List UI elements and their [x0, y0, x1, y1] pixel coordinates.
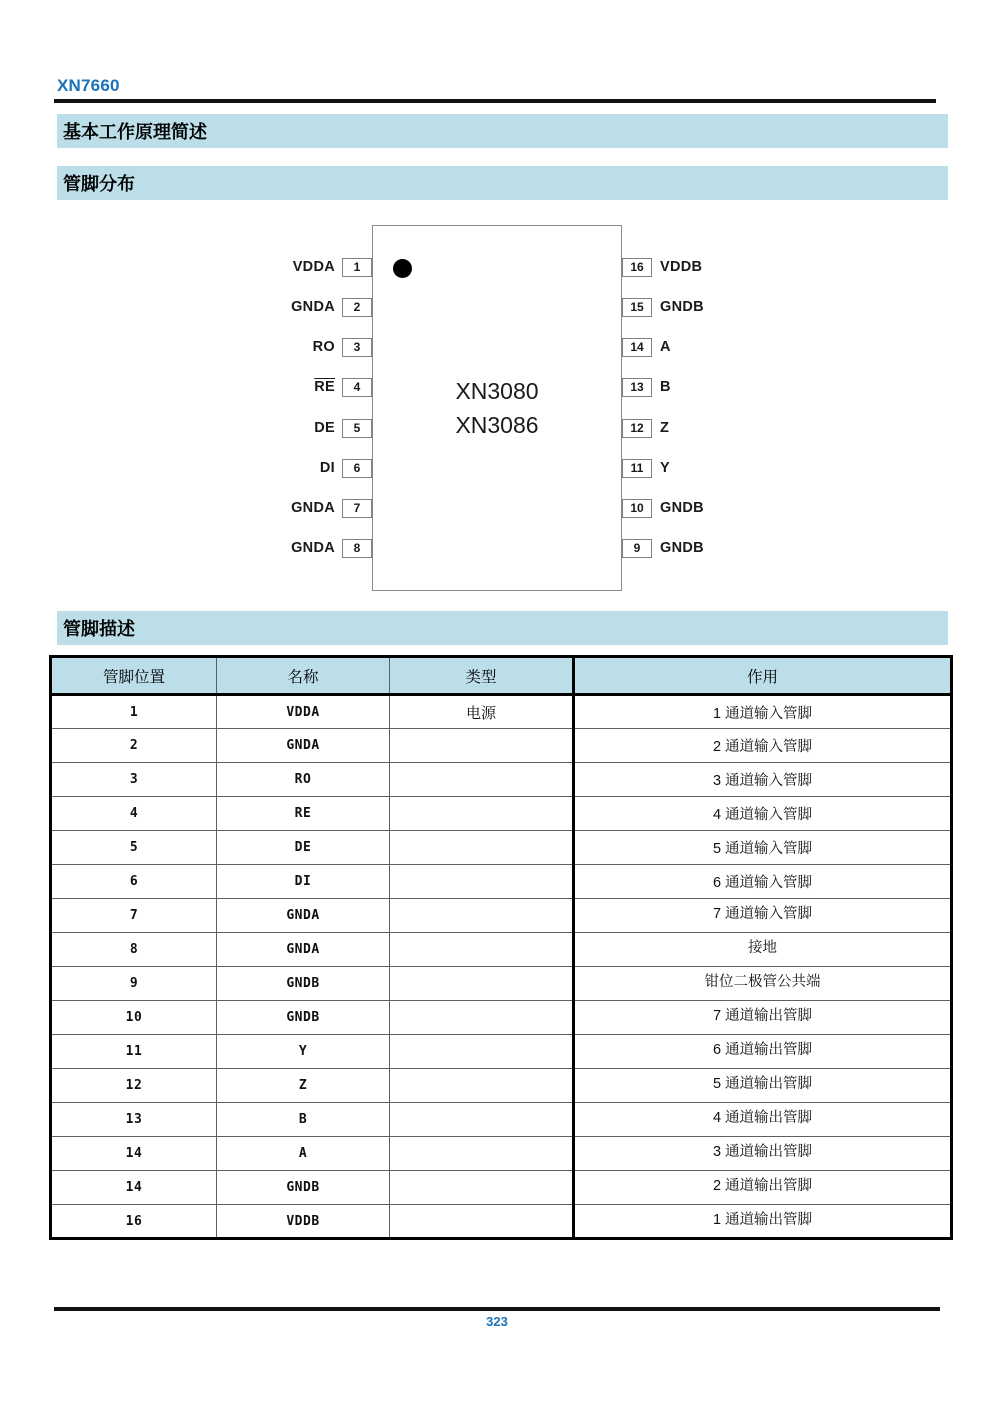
pin-function-cell: 5 通道输入管脚 — [574, 831, 952, 865]
pin-position-cell: 12 — [51, 1069, 217, 1103]
table-row — [51, 1171, 952, 1205]
pin-type-cell: 电源 — [390, 695, 574, 729]
section-heading-label: 管脚描述 — [63, 619, 135, 639]
pin-name-cell: GNDA — [217, 933, 390, 967]
pin-number-box: 3 — [342, 338, 372, 357]
pin-type-cell — [390, 1137, 574, 1171]
pin-position-cell: 11 — [51, 1035, 217, 1069]
column-header-function: 作用 — [574, 657, 952, 695]
pin-type-cell — [390, 797, 574, 831]
pin-number-box: 12 — [622, 419, 652, 438]
table-row — [51, 967, 952, 1001]
pin-name-cell: GNDA — [217, 899, 390, 933]
pin-number-box: 8 — [342, 539, 372, 558]
pin-name-cell: A — [217, 1137, 390, 1171]
pin-function-cell: 4 通道输入管脚 — [574, 797, 952, 831]
pin-function-cell: 5 通道输出管脚 — [574, 1069, 952, 1103]
pin-number-box: 6 — [342, 459, 372, 478]
pin-label: GNDB — [660, 500, 704, 516]
pin-name-cell: GNDB — [217, 1171, 390, 1205]
pin1-indicator-dot-icon — [393, 259, 412, 278]
pin-label: $\overline{RE}$ — [314, 379, 335, 395]
pin-row-1 — [230, 257, 372, 277]
pin-function-cell: 7 通道输出管脚 — [574, 1001, 952, 1035]
pin-name-cell: GNDA — [217, 729, 390, 763]
pin-row-2 — [230, 297, 372, 317]
pin-position-cell: 16 — [51, 1205, 217, 1239]
pin-label: B — [660, 379, 671, 395]
pin-position-cell: 5 — [51, 831, 217, 865]
pin-name-cell: DE — [217, 831, 390, 865]
pin-function-cell: 2 通道输入管脚 — [574, 729, 952, 763]
pin-row-7 — [230, 498, 372, 518]
pin-name-cell: Z — [217, 1069, 390, 1103]
pin-type-cell — [390, 933, 574, 967]
pin-name-cell: VDDA — [217, 695, 390, 729]
pin-function-cell: 1 通道输入管脚 — [574, 695, 952, 729]
pin-row-8 — [230, 538, 372, 558]
pin-row-6 — [230, 458, 372, 478]
pin-number-box: 11 — [622, 459, 652, 478]
pin-function-cell: 4 通道输出管脚 — [574, 1103, 952, 1137]
pin-row-12 — [622, 418, 792, 438]
pin-label: GNDA — [291, 540, 335, 556]
pin-number-box: 5 — [342, 419, 372, 438]
pin-position-cell: 8 — [51, 933, 217, 967]
pin-function-cell: 6 通道输入管脚 — [574, 865, 952, 899]
pin-name-cell: VDDB — [217, 1205, 390, 1239]
pin-function-cell: 6 通道输出管脚 — [574, 1035, 952, 1069]
page-number: 323 — [486, 1314, 508, 1329]
pin-type-cell — [390, 1103, 574, 1137]
pin-number-box: 16 — [622, 258, 652, 277]
chip-body — [372, 225, 622, 591]
table-row — [51, 1069, 952, 1103]
pin-row-10 — [622, 498, 792, 518]
table-row — [51, 729, 952, 763]
pin-row-5 — [230, 418, 372, 438]
pin-label: GNDB — [660, 540, 704, 556]
table-row — [51, 695, 952, 729]
pin-row-3 — [230, 337, 372, 357]
pin-number-box: 7 — [342, 499, 372, 518]
table-row — [51, 1137, 952, 1171]
table-row — [51, 831, 952, 865]
chip-name-line2: XN3086 — [455, 412, 539, 438]
pin-function-cell: 7 通道输入管脚 — [574, 899, 952, 933]
pin-name-cell: GNDB — [217, 1001, 390, 1035]
table-row — [51, 899, 952, 933]
pin-row-11 — [622, 458, 792, 478]
pin-label: A — [660, 339, 671, 355]
table-row — [51, 763, 952, 797]
pin-number-box: 4 — [342, 378, 372, 397]
pin-label: GNDA — [291, 500, 335, 516]
pin-row-14 — [622, 337, 792, 357]
pin-number-box: 2 — [342, 298, 372, 317]
pin-name-cell: RO — [217, 763, 390, 797]
pin-function-cell: 接地 — [574, 933, 952, 967]
pin-row-15 — [622, 297, 792, 317]
pin-type-cell — [390, 865, 574, 899]
pin-label: VDDA — [292, 259, 335, 275]
table-row — [51, 797, 952, 831]
pin-type-cell — [390, 1035, 574, 1069]
pin-label: Z — [660, 420, 670, 436]
pin-position-cell: 4 — [51, 797, 217, 831]
pin-name-cell: DI — [217, 865, 390, 899]
pin-table-body — [51, 695, 952, 1239]
column-header-type: 类型 — [390, 657, 574, 695]
table-row — [51, 865, 952, 899]
table-row — [51, 1103, 952, 1137]
pin-label: GNDA — [291, 299, 335, 315]
pin-number-box: 13 — [622, 378, 652, 397]
pin-position-cell: 13 — [51, 1103, 217, 1137]
pin-number-box: 14 — [622, 338, 652, 357]
pin-type-cell — [390, 831, 574, 865]
pin-name-cell: B — [217, 1103, 390, 1137]
chip-name-line1: XN3080 — [455, 378, 539, 404]
pin-label: VDDB — [660, 259, 703, 275]
section-heading-pin-desc — [57, 611, 948, 645]
pin-type-cell — [390, 899, 574, 933]
pin-row-9 — [622, 538, 792, 558]
pin-name-cell: GNDB — [217, 967, 390, 1001]
pin-row-13 — [622, 377, 792, 397]
pin-name-cell: RE — [217, 797, 390, 831]
pin-function-cell: 3 通道输出管脚 — [574, 1137, 952, 1171]
pin-function-cell: 钳位二极管公共端 — [574, 967, 952, 1001]
pin-function-cell: 2 通道输出管脚 — [574, 1171, 952, 1205]
pin-position-cell: 14 — [51, 1171, 217, 1205]
pin-position-cell: 7 — [51, 899, 217, 933]
pin-number-box: 9 — [622, 539, 652, 558]
pin-label: Y — [660, 460, 670, 476]
pin-function-cell: 3 通道输入管脚 — [574, 763, 952, 797]
pin-type-cell — [390, 763, 574, 797]
pin-position-cell: 1 — [51, 695, 217, 729]
table-row — [51, 1205, 952, 1239]
table-row — [51, 1035, 952, 1069]
pin-position-cell: 6 — [51, 865, 217, 899]
pin-name-cell: Y — [217, 1035, 390, 1069]
pin-label: GNDB — [660, 299, 704, 315]
pin-type-cell — [390, 1205, 574, 1239]
pin-position-cell: 9 — [51, 967, 217, 1001]
pin-position-cell: 10 — [51, 1001, 217, 1035]
table-row — [51, 1001, 952, 1035]
column-header-pin-position: 管脚位置 — [51, 657, 217, 695]
pin-label: RO — [312, 339, 335, 355]
pin-description-table — [49, 655, 953, 1240]
footer-rule — [54, 1307, 940, 1311]
pin-function-cell: 1 通道输出管脚 — [574, 1205, 952, 1239]
pin-type-cell — [390, 967, 574, 1001]
pin-type-cell — [390, 1001, 574, 1035]
doc-number: XN7660 — [57, 76, 120, 95]
pin-label: DI — [319, 460, 335, 476]
pin-position-cell: 14 — [51, 1137, 217, 1171]
table-row — [51, 933, 952, 967]
pin-position-cell: 2 — [51, 729, 217, 763]
table-header-row — [51, 657, 952, 695]
pin-type-cell — [390, 729, 574, 763]
pin-type-cell — [390, 1171, 574, 1205]
pin-type-cell — [390, 1069, 574, 1103]
pin-number-box: 15 — [622, 298, 652, 317]
pin-number-box: 1 — [342, 258, 372, 277]
pin-row-4 — [230, 377, 372, 397]
section-heading-label: 基本工作原理简述 — [63, 122, 207, 142]
section-heading-label: 管脚分布 — [63, 174, 135, 194]
pin-position-cell: 3 — [51, 763, 217, 797]
pin-row-16 — [622, 257, 792, 277]
pin-label: DE — [314, 420, 335, 436]
column-header-name: 名称 — [217, 657, 390, 695]
pin-number-box: 10 — [622, 499, 652, 518]
